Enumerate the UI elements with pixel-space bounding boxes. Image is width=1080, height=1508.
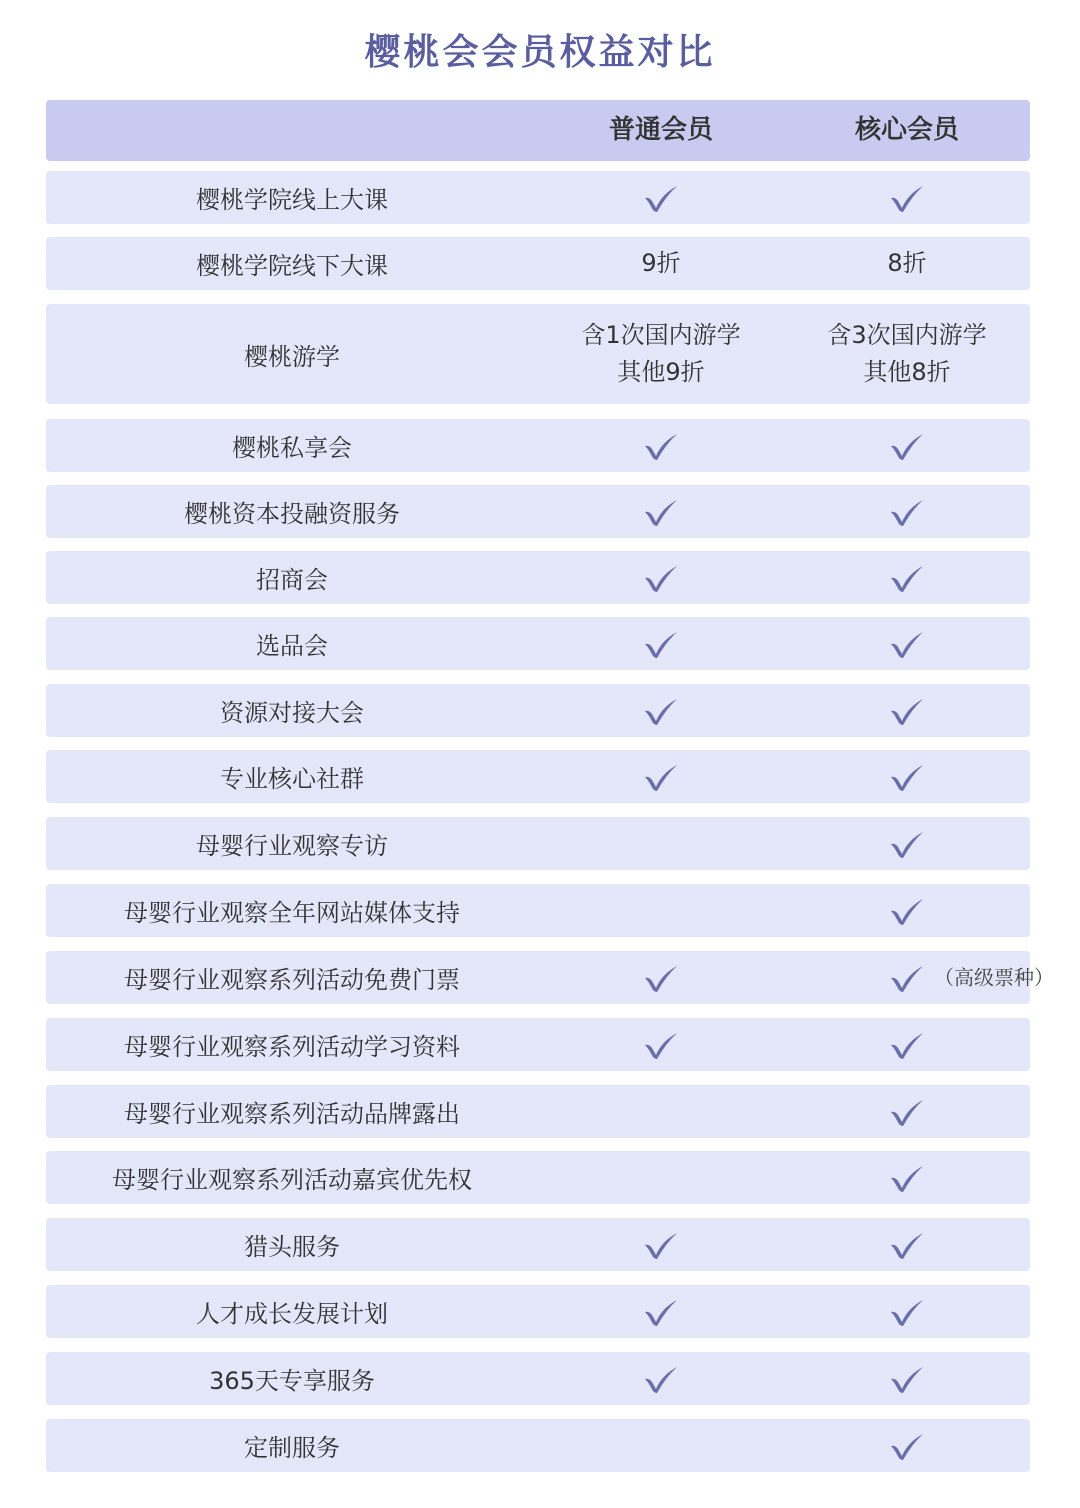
core-member-value <box>784 762 1030 792</box>
benefit-label: 猎头服务 <box>244 1233 340 1261</box>
table-row <box>46 884 1030 937</box>
value-line: 含3次国内游学 <box>827 321 987 349</box>
table-row <box>46 485 1030 538</box>
table-row <box>46 684 1030 737</box>
check-icon <box>643 696 679 726</box>
benefit-label: 资源对接大会 <box>220 699 364 727</box>
regular-member-value <box>538 963 784 993</box>
table-row <box>46 1018 1030 1071</box>
check-icon <box>889 563 925 593</box>
core-member-value <box>784 1230 1030 1260</box>
table-row <box>46 951 1054 1004</box>
check-icon <box>889 1364 925 1394</box>
check-icon <box>889 1030 925 1060</box>
value-text: 9折 <box>641 249 681 277</box>
benefit-label: 母婴行业观察系列活动嘉宾优先权 <box>112 1166 472 1194</box>
value-line: 含1次国内游学 <box>581 321 741 349</box>
check-icon <box>889 629 925 659</box>
check-icon <box>643 629 679 659</box>
check-icon <box>889 963 925 993</box>
regular-member-value <box>538 245 784 282</box>
check-icon <box>889 497 925 527</box>
check-icon <box>643 431 679 461</box>
table-row <box>46 617 1030 670</box>
core-member-value <box>784 1030 1030 1060</box>
table-row <box>46 1352 1030 1405</box>
core-member-value <box>784 317 1030 391</box>
core-member-value <box>784 183 1030 213</box>
check-icon <box>643 497 679 527</box>
check-icon <box>643 1297 679 1327</box>
benefit-label: 樱桃游学 <box>244 342 340 371</box>
benefit-label: 365天专享服务 <box>209 1367 375 1395</box>
table-row <box>46 419 1030 472</box>
table-row <box>46 750 1030 803</box>
header-regular-member: 普通会员 <box>608 115 713 145</box>
regular-member-value <box>538 1030 784 1060</box>
page-title: 樱桃会会员权益对比 <box>364 32 716 73</box>
table-row <box>46 1419 1030 1472</box>
core-member-value <box>784 1097 1030 1127</box>
regular-member-value <box>538 629 784 659</box>
regular-member-value <box>538 497 784 527</box>
table-row <box>46 1285 1030 1338</box>
value-line: 其他9折 <box>617 358 705 386</box>
table-row <box>46 817 1030 870</box>
regular-member-value <box>538 183 784 213</box>
regular-member-value <box>538 1230 784 1260</box>
check-icon <box>889 1097 925 1127</box>
core-member-value <box>784 1163 1030 1193</box>
regular-member-value <box>538 431 784 461</box>
check-icon <box>889 696 925 726</box>
core-member-value <box>784 963 1054 993</box>
benefit-label: 母婴行业观察全年网站媒体支持 <box>124 899 460 927</box>
table-row <box>46 304 1030 404</box>
benefit-label: 樱桃学院线下大课 <box>196 252 388 280</box>
check-icon <box>889 829 925 859</box>
check-icon <box>643 762 679 792</box>
benefit-label: 母婴行业观察系列活动品牌露出 <box>124 1100 460 1128</box>
check-icon <box>889 1230 925 1260</box>
core-member-value <box>784 696 1030 726</box>
check-icon <box>889 1297 925 1327</box>
benefit-label: 樱桃私享会 <box>232 434 352 462</box>
benefit-label: 母婴行业观察专访 <box>196 832 388 860</box>
table-row <box>46 237 1030 290</box>
check-icon <box>643 1364 679 1394</box>
check-icon <box>889 762 925 792</box>
benefit-label: 母婴行业观察系列活动学习资料 <box>124 1033 460 1061</box>
check-icon <box>889 1431 925 1461</box>
header-core-member: 核心会员 <box>854 115 959 145</box>
benefit-label: 定制服务 <box>244 1434 340 1462</box>
regular-member-value <box>538 1364 784 1394</box>
value-line: 其他8折 <box>863 358 951 386</box>
core-member-value <box>784 1297 1030 1327</box>
table-header <box>46 100 1030 161</box>
core-member-value <box>784 1431 1030 1461</box>
check-icon <box>889 431 925 461</box>
table-row <box>46 171 1030 224</box>
table-row <box>46 1085 1030 1138</box>
ticket-tier-note: （高级票种） <box>934 965 1054 989</box>
core-member-value <box>784 431 1030 461</box>
benefit-label: 樱桃学院线上大课 <box>196 186 388 214</box>
check-icon <box>643 563 679 593</box>
regular-member-value <box>538 696 784 726</box>
benefit-label: 人才成长发展计划 <box>196 1300 388 1328</box>
check-icon <box>889 896 925 926</box>
regular-member-value <box>538 317 784 391</box>
core-member-value <box>784 497 1030 527</box>
core-member-value <box>784 896 1030 926</box>
check-icon <box>643 183 679 213</box>
regular-member-value <box>538 1297 784 1327</box>
benefit-label: 专业核心社群 <box>220 765 364 793</box>
core-member-value <box>784 245 1030 282</box>
core-member-value <box>784 563 1030 593</box>
check-icon <box>643 1030 679 1060</box>
benefit-label: 樱桃资本投融资服务 <box>184 500 400 528</box>
core-member-value <box>784 1364 1030 1394</box>
benefit-label: 母婴行业观察系列活动免费门票 <box>124 966 460 994</box>
table-row <box>46 1218 1030 1271</box>
check-icon <box>889 1163 925 1193</box>
core-member-value <box>784 829 1030 859</box>
check-icon <box>643 1230 679 1260</box>
table-row <box>46 551 1030 604</box>
benefit-label: 招商会 <box>256 566 328 594</box>
check-icon <box>643 963 679 993</box>
table-row <box>46 1151 1030 1204</box>
core-member-value <box>784 629 1030 659</box>
benefit-label: 选品会 <box>256 632 328 660</box>
regular-member-value <box>538 762 784 792</box>
value-text: 8折 <box>887 249 927 277</box>
regular-member-value <box>538 563 784 593</box>
check-icon <box>889 183 925 213</box>
